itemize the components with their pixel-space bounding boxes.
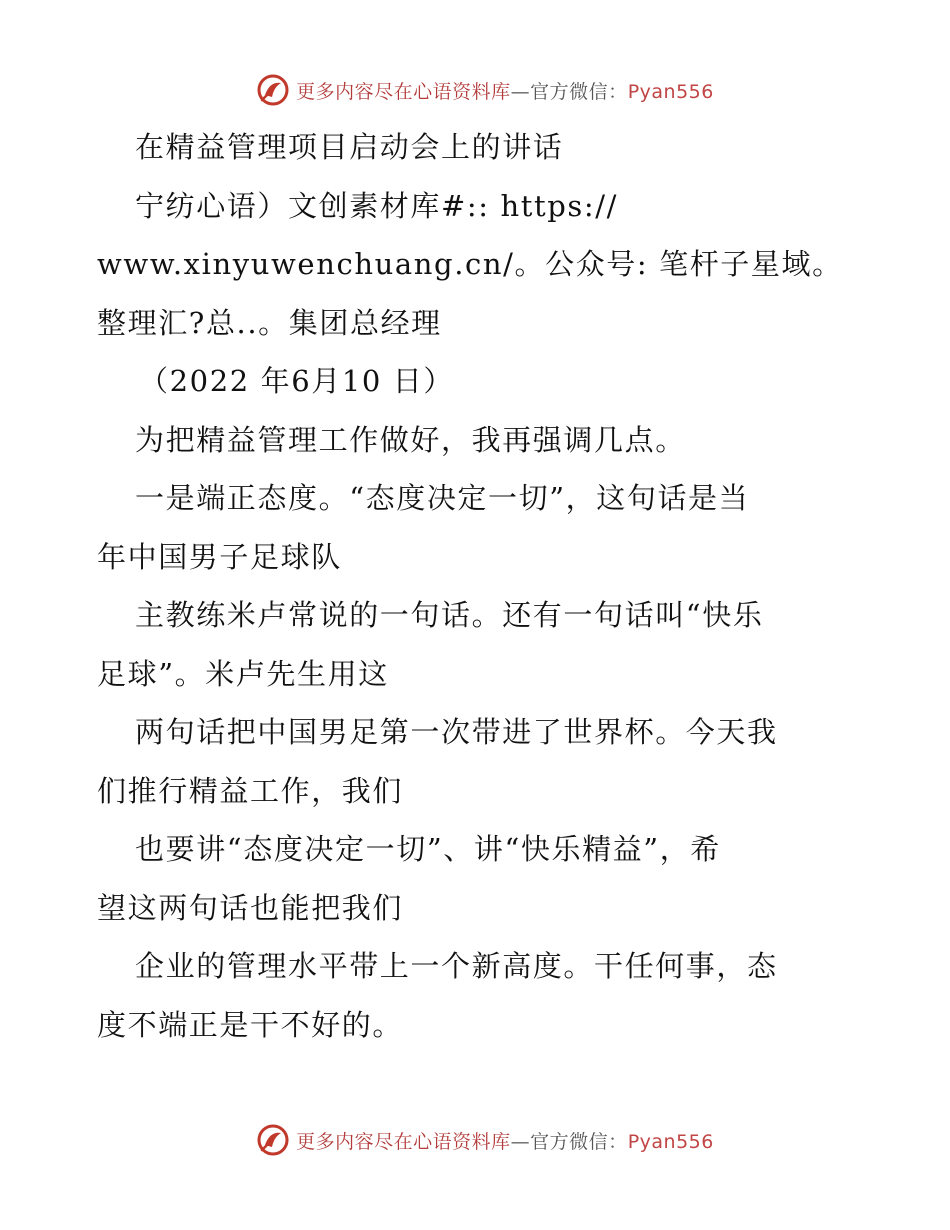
paragraph-line: 整理汇?总..。集团总经理 bbox=[97, 305, 442, 340]
banner-separator: — bbox=[510, 80, 531, 103]
paragraph-line: 主教练米卢常说的一句话。还有一句话叫“快乐 bbox=[135, 598, 764, 632]
banner-wechat-label: 官方微信： bbox=[530, 80, 628, 103]
paragraph-line: www.xinyuwenchuang.cn/。公众号: 笔杆子星域。 bbox=[97, 247, 843, 281]
paragraph-line: 一是端正态度。“态度决定一切”，这句话是当 bbox=[135, 481, 750, 515]
footer-banner bbox=[0, 1120, 950, 1160]
banner-text bbox=[296, 77, 714, 104]
paragraph-line: 年中国男子足球队 bbox=[97, 539, 342, 574]
date-line: （2022 年6月10 日） bbox=[139, 364, 454, 398]
document-body bbox=[97, 118, 857, 1054]
banner-content bbox=[256, 73, 714, 107]
paragraph-line: 两句话把中国男足第一次带进了世界杯。今天我 bbox=[135, 715, 778, 749]
paragraph-line: 望这两句话也能把我们 bbox=[97, 890, 404, 925]
paragraph-line: 宁纺心语）文创素材库#:: https:// bbox=[135, 188, 619, 223]
banner-main-text: 更多内容尽在心语资料库 bbox=[296, 80, 511, 103]
paragraph-line: 为把精益管理工作做好，我再强调几点。 bbox=[135, 422, 686, 457]
paragraph-line: 度不端正是干不好的。 bbox=[97, 1007, 404, 1042]
paragraph-line: 企业的管理水平带上一个新高度。干任何事，态 bbox=[135, 949, 778, 983]
banner-text bbox=[296, 1127, 714, 1154]
banner-wechat-label: 官方微信： bbox=[530, 1130, 628, 1153]
banner-main-text: 更多内容尽在心语资料库 bbox=[296, 1130, 511, 1153]
banner-separator: — bbox=[510, 1130, 531, 1153]
banner-wechat-id: Pyan556 bbox=[627, 80, 714, 103]
banner-content bbox=[256, 1123, 714, 1157]
header-banner bbox=[0, 70, 950, 110]
paragraph-line: 也要讲“态度决定一切”、讲“快乐精益”，希 bbox=[135, 832, 721, 866]
logo-icon bbox=[256, 1123, 290, 1157]
banner-wechat-id: Pyan556 bbox=[627, 1130, 714, 1153]
document-title: 在精益管理项目启动会上的讲话 bbox=[135, 130, 564, 164]
paragraph-line: 足球”。米卢先生用这 bbox=[97, 656, 389, 691]
logo-icon bbox=[256, 73, 290, 107]
paragraph-line: 们推行精益工作，我们 bbox=[97, 773, 404, 808]
